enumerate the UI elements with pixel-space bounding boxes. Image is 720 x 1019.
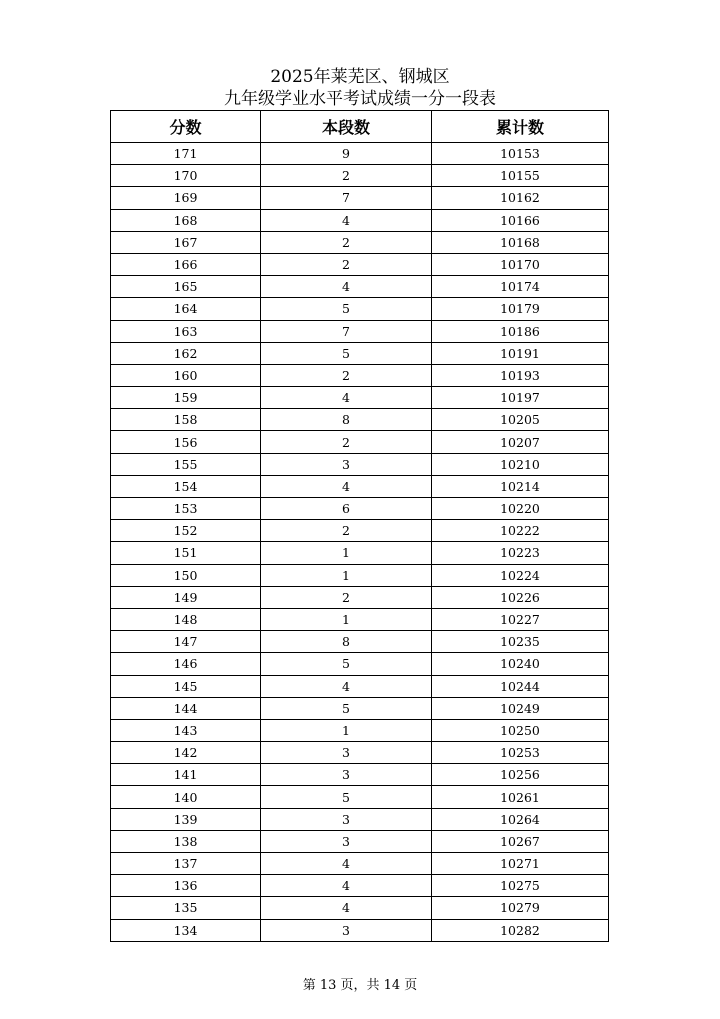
cell-cumulative-count: 10220 — [432, 498, 609, 520]
table-row — [111, 231, 609, 253]
cell-segment-count: 3 — [261, 764, 432, 786]
cell-segment-count: 5 — [261, 786, 432, 808]
page-footer: 第 13 页，共 14 页 — [302, 978, 418, 993]
cell-cumulative-count: 10205 — [432, 409, 609, 431]
table-row — [111, 897, 609, 919]
table-row — [111, 875, 609, 897]
cell-score: 138 — [111, 830, 261, 852]
cell-cumulative-count: 10226 — [432, 586, 609, 608]
cell-segment-count: 3 — [261, 453, 432, 475]
cell-score: 143 — [111, 719, 261, 741]
table-row — [111, 742, 609, 764]
cell-segment-count: 8 — [261, 409, 432, 431]
cell-score: 165 — [111, 276, 261, 298]
cell-segment-count: 4 — [261, 475, 432, 497]
cell-score: 158 — [111, 409, 261, 431]
cell-segment-count: 4 — [261, 387, 432, 409]
cell-cumulative-count: 10224 — [432, 564, 609, 586]
table-row — [111, 542, 609, 564]
cell-score: 162 — [111, 342, 261, 364]
cell-cumulative-count: 10207 — [432, 431, 609, 453]
cell-cumulative-count: 10271 — [432, 853, 609, 875]
cell-score: 166 — [111, 253, 261, 275]
table-header — [111, 111, 609, 143]
cell-segment-count: 1 — [261, 542, 432, 564]
cell-segment-count: 1 — [261, 608, 432, 630]
cell-cumulative-count: 10267 — [432, 830, 609, 852]
cell-score: 147 — [111, 631, 261, 653]
cell-score: 137 — [111, 853, 261, 875]
cell-cumulative-count: 10214 — [432, 475, 609, 497]
cell-score: 135 — [111, 897, 261, 919]
cell-cumulative-count: 10250 — [432, 719, 609, 741]
cell-score: 159 — [111, 387, 261, 409]
table-row — [111, 475, 609, 497]
table-row — [111, 364, 609, 386]
table-row — [111, 675, 609, 697]
cell-score: 136 — [111, 875, 261, 897]
cell-score: 134 — [111, 919, 261, 941]
table-row — [111, 764, 609, 786]
table-row — [111, 586, 609, 608]
cell-segment-count: 2 — [261, 364, 432, 386]
cell-score: 146 — [111, 653, 261, 675]
cell-score: 156 — [111, 431, 261, 453]
cell-cumulative-count: 10174 — [432, 276, 609, 298]
table-row — [111, 431, 609, 453]
table-row — [111, 608, 609, 630]
cell-score: 152 — [111, 520, 261, 542]
cell-cumulative-count: 10275 — [432, 875, 609, 897]
table-row — [111, 342, 609, 364]
cell-score: 149 — [111, 586, 261, 608]
cell-segment-count: 2 — [261, 253, 432, 275]
cell-cumulative-count: 10282 — [432, 919, 609, 941]
cell-cumulative-count: 10191 — [432, 342, 609, 364]
cell-score: 154 — [111, 475, 261, 497]
cell-score: 170 — [111, 165, 261, 187]
table-row — [111, 298, 609, 320]
table-row — [111, 697, 609, 719]
cell-score: 164 — [111, 298, 261, 320]
document-title-line2: 九年级学业水平考试成绩一分一段表 — [224, 89, 496, 109]
cell-score: 155 — [111, 453, 261, 475]
cell-segment-count: 3 — [261, 742, 432, 764]
score-distribution-table — [110, 110, 609, 942]
cell-cumulative-count: 10193 — [432, 364, 609, 386]
cell-cumulative-count: 10153 — [432, 143, 609, 165]
cell-segment-count: 5 — [261, 298, 432, 320]
header-row — [111, 111, 609, 143]
cell-segment-count: 5 — [261, 342, 432, 364]
table-body — [111, 143, 609, 942]
table-row — [111, 853, 609, 875]
table-row — [111, 209, 609, 231]
cell-cumulative-count: 10186 — [432, 320, 609, 342]
table-row — [111, 830, 609, 852]
table-row — [111, 187, 609, 209]
cell-score: 150 — [111, 564, 261, 586]
cell-segment-count: 4 — [261, 875, 432, 897]
cell-segment-count: 1 — [261, 719, 432, 741]
cell-score: 148 — [111, 608, 261, 630]
cell-cumulative-count: 10155 — [432, 165, 609, 187]
cell-segment-count: 4 — [261, 209, 432, 231]
cell-score: 144 — [111, 697, 261, 719]
cell-cumulative-count: 10179 — [432, 298, 609, 320]
cell-cumulative-count: 10249 — [432, 697, 609, 719]
cell-segment-count: 2 — [261, 231, 432, 253]
table-row — [111, 631, 609, 653]
cell-segment-count: 1 — [261, 564, 432, 586]
cell-segment-count: 5 — [261, 697, 432, 719]
cell-segment-count: 9 — [261, 143, 432, 165]
cell-cumulative-count: 10264 — [432, 808, 609, 830]
table-row — [111, 253, 609, 275]
cell-cumulative-count: 10168 — [432, 231, 609, 253]
table-row — [111, 564, 609, 586]
cell-score: 169 — [111, 187, 261, 209]
cell-score: 140 — [111, 786, 261, 808]
table-row — [111, 520, 609, 542]
table-row — [111, 719, 609, 741]
cell-cumulative-count: 10244 — [432, 675, 609, 697]
cell-segment-count: 5 — [261, 653, 432, 675]
cell-score: 163 — [111, 320, 261, 342]
cell-segment-count: 6 — [261, 498, 432, 520]
table-row — [111, 453, 609, 475]
cell-cumulative-count: 10166 — [432, 209, 609, 231]
cell-cumulative-count: 10235 — [432, 631, 609, 653]
cell-segment-count: 3 — [261, 919, 432, 941]
cell-cumulative-count: 10210 — [432, 453, 609, 475]
cell-segment-count: 4 — [261, 675, 432, 697]
table-row — [111, 165, 609, 187]
cell-segment-count: 7 — [261, 187, 432, 209]
cell-score: 139 — [111, 808, 261, 830]
cell-score: 153 — [111, 498, 261, 520]
cell-cumulative-count: 10223 — [432, 542, 609, 564]
cell-score: 167 — [111, 231, 261, 253]
cell-segment-count: 2 — [261, 520, 432, 542]
cell-cumulative-count: 10197 — [432, 387, 609, 409]
cell-cumulative-count: 10261 — [432, 786, 609, 808]
cell-segment-count: 7 — [261, 320, 432, 342]
cell-score: 171 — [111, 143, 261, 165]
cell-score: 142 — [111, 742, 261, 764]
cell-segment-count: 4 — [261, 897, 432, 919]
table-row — [111, 387, 609, 409]
cell-cumulative-count: 10256 — [432, 764, 609, 786]
table-row — [111, 786, 609, 808]
header-score: 分数 — [111, 111, 261, 143]
table-row — [111, 653, 609, 675]
table-row — [111, 320, 609, 342]
cell-cumulative-count: 10222 — [432, 520, 609, 542]
cell-segment-count: 2 — [261, 586, 432, 608]
cell-segment-count: 8 — [261, 631, 432, 653]
cell-segment-count: 2 — [261, 165, 432, 187]
cell-score: 160 — [111, 364, 261, 386]
cell-cumulative-count: 10240 — [432, 653, 609, 675]
table-row — [111, 808, 609, 830]
cell-segment-count: 3 — [261, 808, 432, 830]
cell-segment-count: 3 — [261, 830, 432, 852]
table-row — [111, 919, 609, 941]
cell-cumulative-count: 10162 — [432, 187, 609, 209]
cell-segment-count: 2 — [261, 431, 432, 453]
table-row — [111, 143, 609, 165]
cell-segment-count: 4 — [261, 276, 432, 298]
cell-score: 141 — [111, 764, 261, 786]
cell-cumulative-count: 10253 — [432, 742, 609, 764]
table-row — [111, 498, 609, 520]
cell-cumulative-count: 10227 — [432, 608, 609, 630]
cell-cumulative-count: 10279 — [432, 897, 609, 919]
document-title-line1: 2025年莱芜区、钢城区 — [270, 67, 450, 87]
cell-score: 168 — [111, 209, 261, 231]
table-row — [111, 276, 609, 298]
header-cumulative-count: 累计数 — [432, 111, 609, 143]
cell-cumulative-count: 10170 — [432, 253, 609, 275]
header-segment-count: 本段数 — [261, 111, 432, 143]
cell-score: 151 — [111, 542, 261, 564]
cell-segment-count: 4 — [261, 853, 432, 875]
table-row — [111, 409, 609, 431]
cell-score: 145 — [111, 675, 261, 697]
